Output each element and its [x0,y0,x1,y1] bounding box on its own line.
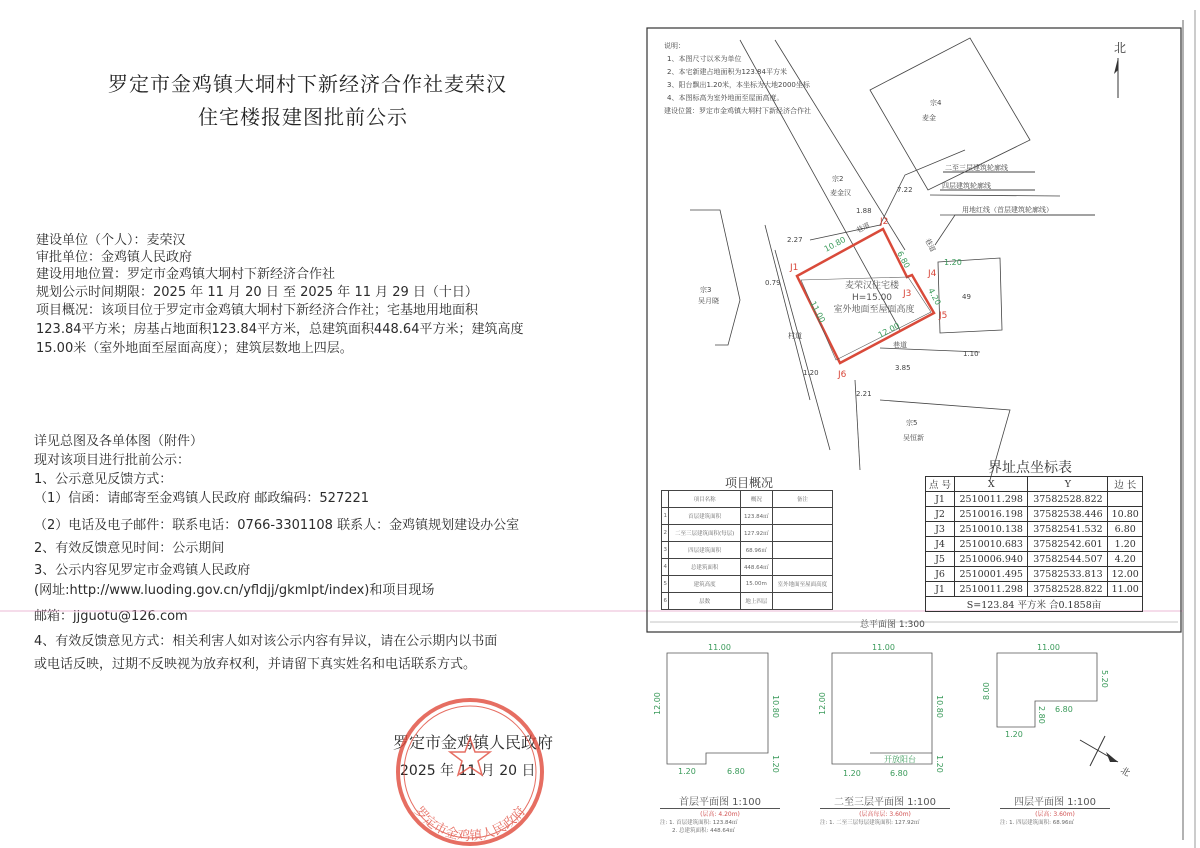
svg-text:4、本图标高为室外地面至屋面高度。: 4、本图标高为室外地面至屋面高度。 [667,94,784,102]
svg-text:49: 49 [962,293,971,301]
svg-text:H=15.00: H=15.00 [851,293,893,303]
website-line: (网址:http://www.luoding.gov.cn/yfldjj/gkmlpt/index)和项目现场 [34,583,435,598]
floor-plan-caption-3: 四层平面图 1:100 (层高: 3.60m) 注: 1. 四层建筑面积: 68.96㎡ [1000,793,1110,826]
table-row: 5 建筑高度 15.00m 室外地面至屋面高度 [662,576,833,593]
table-row: 2 二至三层建筑面积(每层) 127.92㎡ [662,525,833,542]
svg-text:说明：: 说明： [664,42,685,50]
info-line: 审批单位：金鸡镇人民政府 [36,250,193,265]
site-plan-scale: 总平面图 1:300 [860,620,925,630]
svg-text:巷道: 巷道 [855,221,872,235]
notice-line: 现对该项目进行批前公示： [34,453,191,468]
table-row: 1 首层建筑面积 123.84㎡ [662,508,833,525]
table-header: 点 号 X Y 边 长 [926,477,1143,492]
svg-text:11.00: 11.00 [872,643,895,652]
table-header: 项目名称 概况 备注 [662,491,833,508]
svg-text:J1: J1 [790,263,799,273]
svg-text:0.79: 0.79 [765,279,781,287]
table-row: J2 2510016.198 37582538.446 10.80 [926,507,1143,522]
svg-text:用地红线（首层建筑轮廓线）: 用地红线（首层建筑轮廓线） [962,206,1053,214]
svg-text:7.22: 7.22 [897,186,913,194]
svg-text:宗5: 宗5 [906,419,918,427]
svg-text:村道: 村道 [788,332,802,340]
table-row: J4 2510010.683 37582542.601 1.20 [926,537,1143,552]
table-row: J6 2510001.495 37582533.813 12.00 [926,567,1143,582]
coord-table-title: 界址点坐标表 [988,460,1072,476]
area-row: S=123.84 平方米 合0.1858亩 [926,597,1143,612]
coord-table [925,476,1143,612]
svg-text:罗定市金鸡镇人民政府 [411,804,529,844]
table-row: J1 2510011.298 37582528.822 11.00 [926,582,1143,597]
notice-line: 3、公示内容见罗定市金鸡镇人民政府 [34,563,251,578]
title-line-1: 罗定市金鸡镇大垌村下新经济合作社麦荣汉 [108,72,507,96]
official-stamp [398,700,542,844]
info-line: 123.84平方米；房基占地面积123.84平方米，总建筑面积448.64平方米；建筑高度 [36,322,524,337]
svg-text:2.80: 2.80 [1037,706,1046,724]
stamp-star-icon [450,738,490,775]
svg-text:8.00: 8.00 [982,682,991,700]
svg-text:5.20: 5.20 [1100,670,1109,688]
svg-text:1.20: 1.20 [803,369,819,377]
svg-text:6.80: 6.80 [727,767,745,776]
svg-text:二至三层建筑轮廓线: 二至三层建筑轮廓线 [945,164,1008,172]
info-line: 建设单位（个人）：麦荣汉 [36,233,186,248]
svg-text:建设位置：罗定市金鸡镇大垌村下新经济合作社: 建设位置：罗定市金鸡镇大垌村下新经济合作社 [664,107,811,115]
floor-north-arrow-icon [1080,736,1132,779]
svg-text:1.20: 1.20 [1005,730,1023,739]
info-line: 15.00米（室外地面至屋面高度）；建筑层数地上四层。 [36,341,353,356]
svg-text:6.80: 6.80 [1055,705,1073,714]
svg-text:室外地面至屋面高度: 室外地面至屋面高度 [833,305,915,315]
svg-text:巷道: 巷道 [893,341,907,349]
svg-text:J3: J3 [903,289,912,299]
svg-text:6.80: 6.80 [890,769,908,778]
notice-line: 详见总图及各单体图（附件） [34,434,204,449]
table-row: 4 总建筑面积 448.64㎡ [662,559,833,576]
svg-text:11.00: 11.00 [1037,643,1060,652]
svg-text:四层建筑轮廓线: 四层建筑轮廓线 [942,182,991,190]
title-line-2: 住宅楼报建图批前公示 [198,105,408,129]
table-row: J3 2510010.138 37582541.532 6.80 [926,522,1143,537]
signature-org: 罗定市金鸡镇人民政府 [393,733,554,752]
svg-text:12.00: 12.00 [653,692,662,715]
svg-text:1.88: 1.88 [856,207,872,215]
svg-text:宗3: 宗3 [700,286,712,294]
notice-line: （2）电话及电子邮件：联系电话：0766-3301108 联系人：金鸡镇规划建设办公室 [34,518,520,533]
info-line: 规划公示时间期限：2025 年 11 月 20 日 至 2025 年 11 月 29 日（十日） [36,285,478,300]
notice-line: 或电话反映，过期不反映视为放弃权利，并请留下真实姓名和电话联系方式。 [34,657,477,672]
notice-line: 4、有效反馈意见方式：相关利害人如对该公示内容有异议，请在公示期内以书面 [34,634,498,649]
notice-line: （1）信函：请邮寄至金鸡镇人民政府 邮政编码：527221 [34,491,370,506]
offset-dims [765,186,979,398]
svg-text:1.20: 1.20 [843,769,861,778]
svg-text:1.20: 1.20 [935,755,944,773]
svg-text:宗4: 宗4 [930,99,942,107]
svg-text:J2: J2 [880,217,889,227]
svg-text:2.27: 2.27 [787,236,803,244]
stamp-text: 罗定市金鸡镇人民政府 [411,804,529,845]
svg-text:1.20: 1.20 [678,767,696,776]
svg-text:吴月晓: 吴月晓 [698,297,719,305]
table-row: 6 层数 地上四层 [662,593,833,610]
svg-text:3、阳台飘出1.20米，本坐标为大地2000坐标: 3、阳台飘出1.20米，本坐标为大地2000坐标 [667,81,810,89]
legend [940,163,1095,215]
svg-text:10.80: 10.80 [822,235,848,254]
project-table [661,490,833,610]
svg-text:11.00: 11.00 [808,299,827,325]
info-line: 建设用地位置：罗定市金鸡镇大垌村下新经济合作社 [36,267,336,282]
table-row: 3 四层建筑面积 68.96㎡ [662,542,833,559]
north-arrow-icon [1114,41,1126,98]
svg-text:J5: J5 [939,311,948,321]
info-line: 项目概况：该项目位于罗定市金鸡镇大垌村下新经济合作社；宅基地用地面积 [36,303,479,318]
svg-text:1.20: 1.20 [771,755,780,773]
svg-text:1.10: 1.10 [963,350,979,358]
svg-text:2、本宅新建占地面积为123.84平方米: 2、本宅新建占地面积为123.84平方米 [667,68,787,76]
svg-text:2.21: 2.21 [856,390,872,398]
notice-line: 1、公示意见反馈方式： [34,472,173,487]
svg-text:麦金: 麦金 [922,114,936,122]
floor-plan-caption-1: 首层平面图 1:100 (层高: 4.20m) 注: 1. 首层建筑面积: 123.84㎡ 2. 总建筑面积: 448.64㎡ [660,793,780,834]
floor-plan-caption-2: 二至三层平面图 1:100 (层高每层: 3.60m) 注: 1. 二至三层每层建筑面积: 127.92㎡ [820,793,950,826]
svg-text:1、本图尺寸以米为单位: 1、本图尺寸以米为单位 [667,55,742,63]
svg-text:开放阳台: 开放阳台 [884,755,916,764]
svg-text:1.20: 1.20 [944,258,962,267]
svg-text:巷道: 巷道 [923,237,937,254]
floor-plan-outlines [667,653,1097,764]
plan-notes [664,41,811,115]
svg-text:J6: J6 [838,370,847,380]
signature-date: 2025 年 11 月 20 日 [400,763,536,779]
project-table-title: 项目概况 [725,476,774,490]
svg-text:宗2: 宗2 [832,175,844,183]
notice-line: 2、有效反馈意见时间：公示期间 [34,541,225,556]
svg-text:10.80: 10.80 [935,695,944,718]
svg-text:10.80: 10.80 [771,695,780,718]
svg-text:北: 北 [1114,41,1127,55]
svg-text:J4: J4 [928,269,937,279]
svg-text:11.00: 11.00 [708,643,731,652]
svg-text:3.85: 3.85 [895,364,911,372]
svg-text:12.00: 12.00 [876,321,902,340]
table-row: J5 2510006.940 37582544.507 4.20 [926,552,1143,567]
svg-text:6.80: 6.80 [895,249,912,270]
email-line: 邮箱：jjguotu@126.com [34,609,188,624]
svg-text:吴恒新: 吴恒新 [903,434,924,442]
svg-text:北: 北 [1118,765,1132,780]
svg-text:麦荣汉住宅楼: 麦荣汉住宅楼 [844,281,900,291]
floor-plan-dims [653,643,1109,778]
svg-text:麦金汉: 麦金汉 [830,189,851,197]
svg-text:12.00: 12.00 [818,692,827,715]
svg-text:4.20: 4.20 [926,286,943,307]
table-row: J1 2510011.298 37582528.822 [926,492,1143,507]
parcel-lines [690,38,1095,480]
